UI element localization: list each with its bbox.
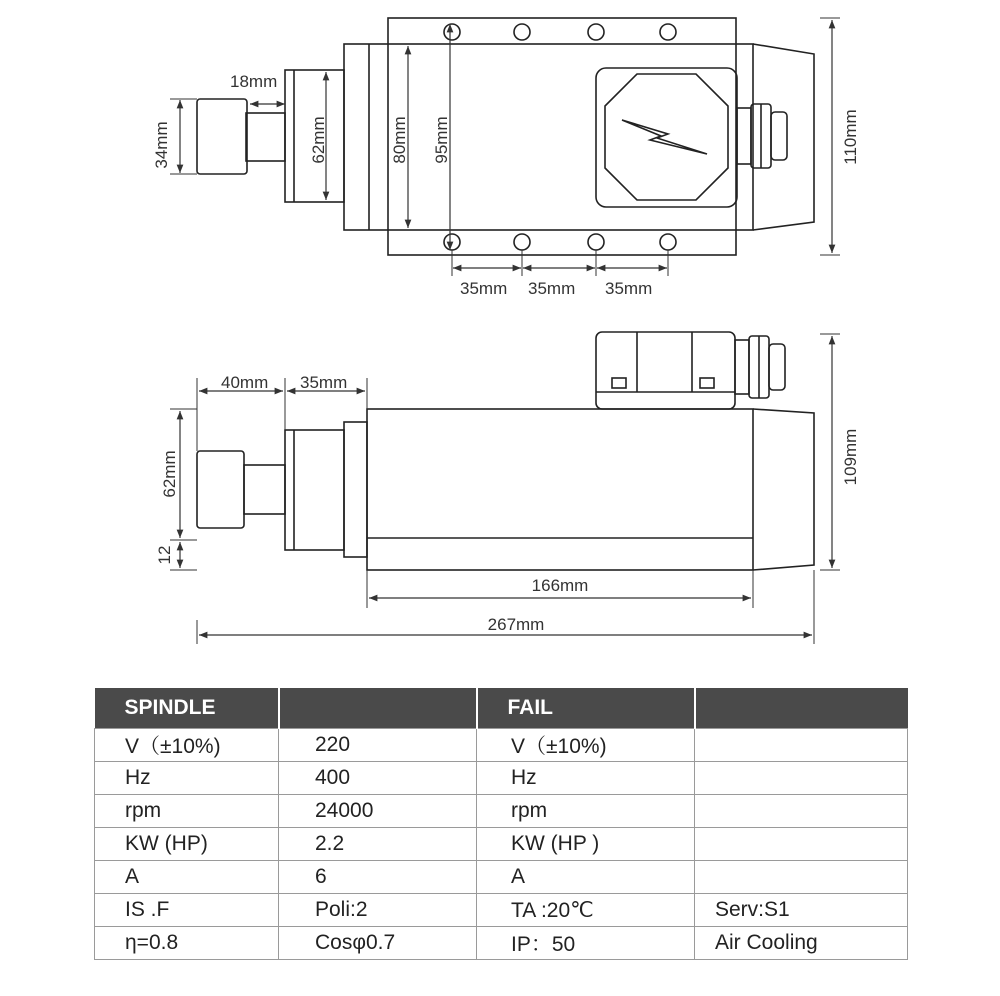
table-cell: A <box>477 861 695 894</box>
table-row <box>95 762 908 795</box>
header-fail: FAIL <box>477 688 695 729</box>
mount-hole <box>660 234 676 250</box>
mount-hole <box>514 234 530 250</box>
table-cell: TA :20℃ <box>477 894 695 927</box>
table-header-row <box>95 688 908 729</box>
header-spindle: SPINDLE <box>95 688 279 729</box>
table-row <box>95 927 908 960</box>
table-cell: IS .F <box>95 894 279 927</box>
table-row <box>95 828 908 861</box>
table-cell: Cosφ0.7 <box>279 927 477 960</box>
header-blank-1 <box>279 688 477 729</box>
table-cell: Hz <box>477 762 695 795</box>
dim-109mm: 109mm <box>841 428 860 486</box>
table-cell: V（±10%) <box>477 729 695 762</box>
dim-35mm-b: 35mm <box>528 279 576 298</box>
table-cell: 6 <box>279 861 477 894</box>
table-cell <box>695 795 908 828</box>
spindle-nose <box>197 99 247 174</box>
table-cell: Poli:2 <box>279 894 477 927</box>
table-cell: A <box>95 861 279 894</box>
dim-62mm-side: 62mm <box>160 450 179 498</box>
lightning-icon <box>622 120 707 154</box>
mount-hole <box>444 24 460 40</box>
mount-hole <box>588 234 604 250</box>
table-cell <box>695 762 908 795</box>
table-cell: Serv:S1 <box>695 894 908 927</box>
top-view <box>152 18 860 298</box>
table-cell <box>695 828 908 861</box>
end-cap-side <box>753 409 814 570</box>
table-row <box>95 861 908 894</box>
dim-95mm: 95mm <box>432 116 451 164</box>
spindle-body-side <box>367 409 753 570</box>
table-row <box>95 729 908 762</box>
table-cell <box>695 861 908 894</box>
mount-hole <box>444 234 460 250</box>
table-cell: η=0.8 <box>95 927 279 960</box>
table-cell: 24000 <box>279 795 477 828</box>
dim-12: 12 <box>155 545 174 565</box>
dim-18mm: 18mm <box>230 72 278 91</box>
dim-80mm: 80mm <box>390 116 409 164</box>
collar-side <box>244 465 285 514</box>
dim-34mm: 34mm <box>152 121 171 169</box>
end-cap <box>753 44 814 230</box>
octagon-cover <box>605 74 728 200</box>
header-blank-2 <box>695 688 908 729</box>
connector-body <box>737 108 751 164</box>
dim-62mm-top: 62mm <box>309 116 328 164</box>
junction-box-side <box>596 332 735 409</box>
dim-35mm-a: 35mm <box>460 279 508 298</box>
table-cell: IP：50 <box>477 927 695 960</box>
spindle-nose-side <box>197 451 244 528</box>
table-cell <box>695 729 908 762</box>
table-cell: 2.2 <box>279 828 477 861</box>
table-row <box>95 795 908 828</box>
table-cell: Hz <box>95 762 279 795</box>
dim-40mm: 40mm <box>221 373 269 392</box>
table-cell: V（±10%) <box>95 729 279 762</box>
table-cell: rpm <box>477 795 695 828</box>
table-cell: rpm <box>95 795 279 828</box>
dim-166mm: 166mm <box>531 576 589 595</box>
table-cell: Air Cooling <box>695 927 908 960</box>
mount-hole <box>514 24 530 40</box>
flange-front <box>344 422 367 557</box>
table-cell: KW (HP ) <box>477 828 695 861</box>
side-view <box>155 332 860 644</box>
table-cell: 220 <box>279 729 477 762</box>
dim-110mm: 110mm <box>841 109 860 165</box>
mount-hole <box>588 24 604 40</box>
dim-35mm-c: 35mm <box>605 279 653 298</box>
dim-35mm-side: 35mm <box>300 373 348 392</box>
dim-267mm: 267mm <box>487 615 545 634</box>
mount-hole <box>660 24 676 40</box>
junction-box <box>596 68 737 207</box>
spec-table <box>94 688 908 960</box>
table-row <box>95 894 908 927</box>
table-cell: 400 <box>279 762 477 795</box>
collar <box>246 113 285 161</box>
table-cell: KW (HP) <box>95 828 279 861</box>
